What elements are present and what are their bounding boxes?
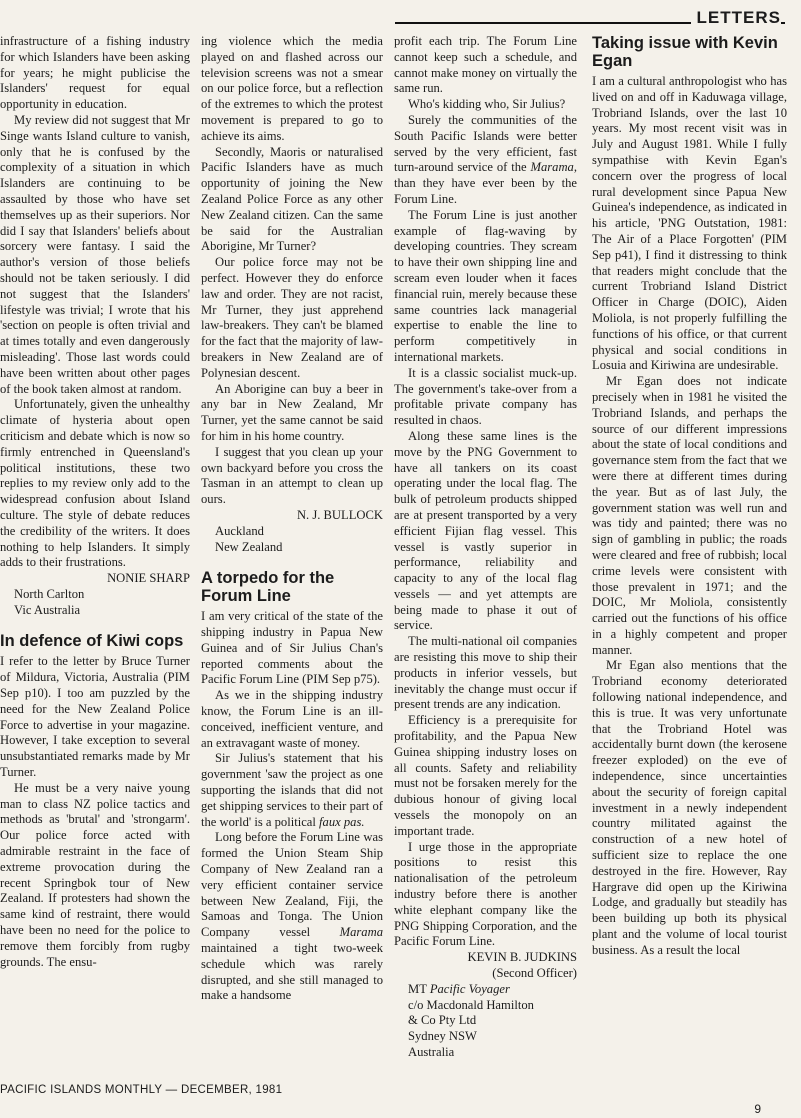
paragraph: I suggest that you clean up your own backyard before you cross the Tasman in an attempt to clean up ours. (201, 444, 383, 507)
paragraph: Who's kidding who, Sir Julius? (408, 97, 566, 112)
paragraph: Mr Egan also mentions that the Trobriand economy deteriorated following national independence, and this is true. It was very unfortunate that the Trobriand Hotel was accidentally burnt down (the kerosene freezer exploded) on the eve of independence, since uncertainties about the security of foreign capital investment in a newly independent country militated against the construction of a new hotel of sufficient size to replace the one destroyed in the fire. However, Ray Hargrave did open up the Kiriwina Lodge, and gradually but steadily has been building up both its physical plant and the volume of local tourist business. As a result the local (592, 658, 787, 957)
paragraph: Long before the Forum Line was formed the Union Steam Ship Company of New Zealand ran a very efficient container service between New Zealand, Fiji, the Samoas and Tonga. The Union Company vessel Marama maintained a tight two-week schedule which was rarely disrupted, and she still managed to make a handsome (201, 830, 383, 1003)
paragraph: I am a cultural anthropologist who has lived on and off in Kaduwaga village, Trobriand Islands, over the last 10 years. My most recent visit was in July and August 1981. While I fully sympathise with Kevin Egan's concern over the progress of local rural development since Papua New Guinea's independence, as indicated in his article, 'PNG Outstation, 1981: The Air of a Place Forgotten' (PIM Sep p41), I find it distressing to think that readers might conclude that the current Trobriand Island District Officer in Charge (DOIC), Aiden Moliola, is not properly fulfilling the functions of his office, or that current physical and social conditions in Losuia and Kiriwina are undesirable. (592, 74, 787, 373)
address-line: MT Pacific Voyager (408, 981, 510, 996)
paragraph: Unfortunately, given the unhealthy climate of hysteria about open criticism and debate which is now so firmly entrenched in Queensland's political institutions, these two replies to my review only add to the widespread confusion about Island culture. The style of debate reduces the credibility of the writers. It does nothing to help Islanders. It simply adds to their frustrations. (0, 397, 190, 570)
page-footer: PACIFIC ISLANDS MONTHLY — DECEMBER, 1981 (0, 1084, 283, 1096)
paragraph: I refer to the letter by Bruce Turner of Mildura, Victoria, Australia (PIM Sep p10). I too am puzzled by the need for the New Zealand Police Force to advertise in your magazine. However, I take exception to several unsubstantiated remarks made by Mr Turner. (0, 654, 190, 780)
paragraph: He must be a very naive young man to class NZ police tactics and methods as 'brutal' and 'strongarm'. Our police force acted with admirable restraint in the face of extreme provocation during the recent Springbok tour of New Zealand. If protesters had shown the same kind of restraint, there would have been no need for the police to remove them forcibly from rugby grounds. The ensu- (0, 780, 190, 969)
column-4 (592, 34, 787, 1074)
paragraph: I urge those in the appropriate positions to resist this nationalisation of the petroleum industry before there is another white elephant company like the PNG Shipping Corporation, and the Pacific Forum Line. (394, 839, 577, 949)
address-line: Vic Australia (14, 602, 81, 617)
letter-heading: A torpedo for the Forum Line (201, 569, 335, 606)
paragraph: The Forum Line is just another example of flag-waving by developing countries. They scream to have their own shipping line and scream even louder when it faces financial ruin, merely because these same countries lack managerial expertise to enable the line to perform competitively in international markets. (394, 207, 577, 364)
paragraph: As we in the shipping industry know, the Forum Line is an ill-conceived, inefficient venture, and an extravagant waste of money. (201, 688, 383, 750)
address-line: New Zealand (215, 539, 283, 554)
address-line: Australia (408, 1045, 455, 1059)
signature-title: (Second Officer) (492, 966, 577, 981)
address-line: North Carlton (14, 586, 85, 601)
paragraph: ing violence which the media played on and flashed across our television screens was not a smear on our police force, but a reflection of the extremes to which the protest movement is prepared to go to achieve its aims. (201, 34, 383, 143)
address-line: Sydney NSW (408, 1029, 477, 1044)
signature: N. J. BULLOCK (296, 507, 383, 522)
paragraph: Along these same lines is the move by the PNG Government to have all tankers on its coast operating under the local flag. The bulk of petroleum products shipped are at present transported by a very efficient Fijian flag vessel. This vessel is vastly superior in performance, reliability and capacity to any of the local flag vessels — and yet attempts are being made to phase it out of service. (394, 428, 577, 633)
address-line: & Co Pty Ltd (408, 1013, 477, 1028)
paragraph: I am very critical of the state of the shipping industry in Papua New Guinea and of Sir Julius Chan's reported comments about the Pacific Forum Line (PIM Sep p75). (201, 609, 383, 687)
section-title: LETTERS (691, 8, 781, 28)
paragraph: infrastructure of a fishing industry for which Islanders have been asking for years; he might publicise the Islanders' request for equal opportunity in education. (0, 34, 190, 112)
paragraph: It is a classic socialist muck-up. The government's take-over from a profitable private company has resulted in chaos. (394, 365, 577, 428)
paragraph: The multi-national oil companies are resisting this move to ship their products in inferior vessels, but inevitably the change must occur if present trends are any indication. (394, 634, 577, 712)
signature: NONIE SHARP (107, 571, 190, 586)
paragraph: My review did not suggest that Mr Singe wants Island culture to vanish, only that he is confused by the complexity of a situation in which Islanders are continuing to be assaulted by those who have set themselves up as their superiors. Nor did I say that Islanders' beliefs about sorcery were fantasy. I said the author's version of those beliefs should not be taken seriously. I did not suggest that the Islanders' lifestyle was trivial; I wrote that his 'section on people is often trivial and at times totally and even dangerously misleading'. Those last words could have been written about other pages of the book taken almost at random. (0, 112, 190, 396)
page-number: 9 (754, 1102, 761, 1116)
paragraph: Mr Egan does not indicate precisely when in 1981 he visited the Trobriand Islands, and perhaps the source of our different impressions about the state of local conditions and governance stem from the fact that we were there at different times during the year. But as of last July, the government station was well run and was tidy and painted; there was no sign of gambling in public; the roads were cleared and free of rubbish; local crime levels were consistent with those prevalent in 1971; and the DOIC, Mr Moliola, consistently carried out the functions of his office in a highly competent and proper manner. (592, 374, 787, 657)
paragraph: An Aborigine can buy a beer in any bar in New Zealand, Mr Turner, yet the same cannot be said for him in his home country. (201, 381, 383, 443)
column-1 (0, 34, 190, 1074)
column-3 (394, 34, 577, 1074)
letter-heading: Taking issue with Kevin Egan (592, 34, 778, 70)
paragraph: profit each trip. The Forum Line cannot keep such a schedule, and cannot make money on virtually the same run. (394, 34, 577, 96)
column-2 (201, 34, 383, 1074)
paragraph: Sir Julius's statement that his government 'saw the project as one supporting the islands that did not get shipping services to their part of the world' is a political faux pas. (201, 751, 383, 829)
address-line: Auckland (215, 523, 264, 538)
paragraph: Efficiency is a prerequisite for profitability, and the Papua New Guinea shipping industry loses on all counts. Safety and reliability must not be forsaken merely for the dubious honour of giving local vessels the monopoly on an important trade. (394, 713, 577, 838)
paragraph: Secondly, Maoris or naturalised Pacific Islanders have as much opportunity of joining the New Zealand Police Force as any other New Zealand citizen. Can the same be said for the Australian Aborigine, Mr Turner? (201, 144, 383, 254)
paragraph: Surely the communities of the South Pacific Islands were better served by the very efficient, fast turn-around service of the Marama, than they have ever been by the Forum Line. (394, 112, 577, 206)
letter-heading: In defence of Kiwi cops (0, 632, 184, 651)
paragraph: Our police force may not be perfect. However they do enforce law and order. They are not racist, Mr Turner, they just apprehend law-breakers. They can't be blamed for the fact that the majority of law-breakers in New Zealand are of Polynesian descent. (201, 255, 383, 380)
signature: KEVIN B. JUDKINS (467, 950, 577, 965)
address-line: c/o Macdonald Hamilton (408, 997, 534, 1012)
